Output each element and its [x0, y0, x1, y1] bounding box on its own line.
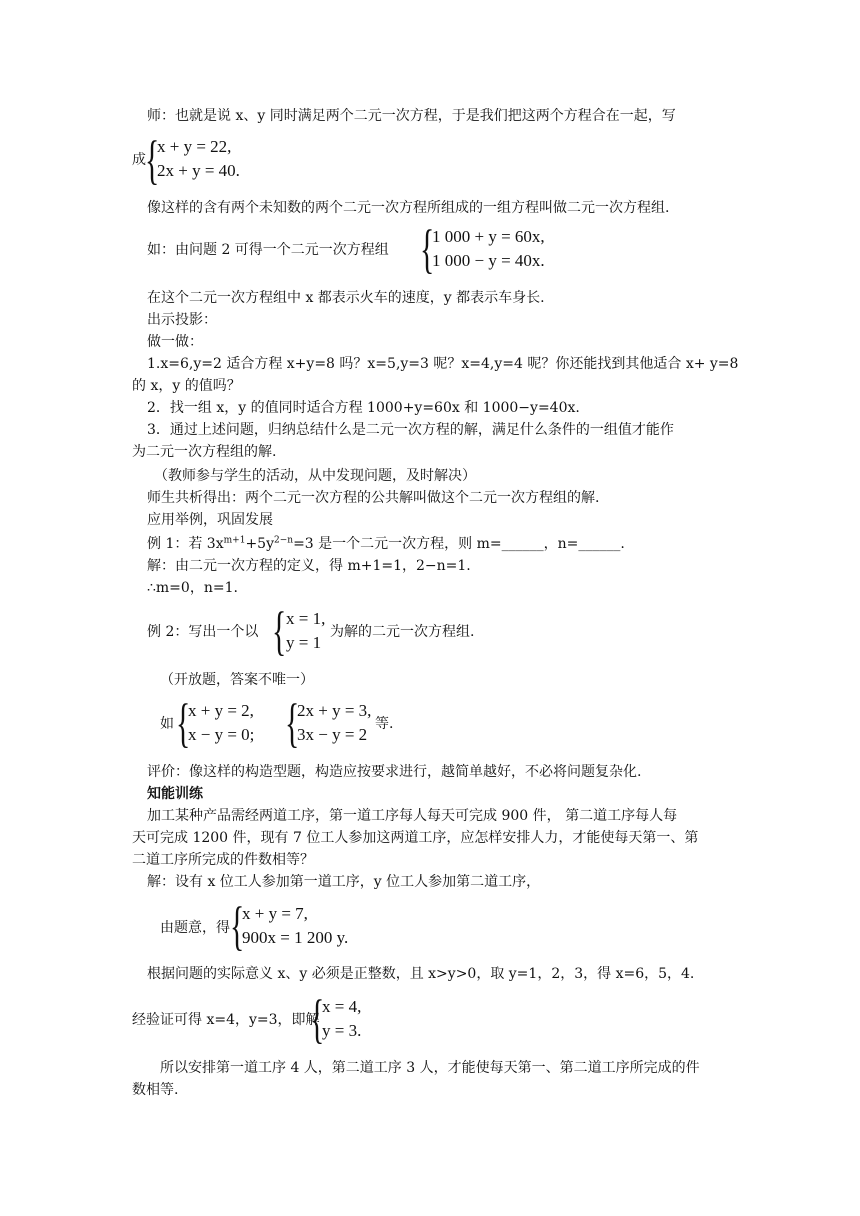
paragraph-open-question: （开放题，答案不唯一） [160, 672, 314, 688]
paragraph-try-it: 做一做： [147, 334, 203, 350]
paragraph-reasoning: 根据问题的实际意义 x、y 必须是正整数，且 x>y>0，取 y=1，2，3，得 x=6，5，4. [147, 966, 695, 982]
paragraph-meaning: 在这个二元一次方程组中 x 都表示火车的速度，y 都表示车身长. [147, 290, 545, 306]
paragraph-example-1 [147, 534, 625, 554]
equation-line: x = 1, [286, 609, 326, 628]
equation-line: 900x = 1 200 y. [242, 928, 349, 947]
paragraph-example-2-suffix: 为解的二元一次方程组. [330, 624, 475, 640]
paragraph-projection: 出示投影： [147, 312, 217, 328]
system-brace: { [310, 989, 325, 1049]
paragraph-verification: 经验证可得 x=4，y=3，即解 [132, 1012, 320, 1028]
paragraph-teacher-statement: 师：也就是说 x、y 同时满足两个二元一次方程，于是我们把这两个方程合在一起，写 [147, 108, 676, 124]
example-1-suffix: =3 是一个二元一次方程，则 m=______，n=______. [293, 536, 625, 552]
paragraph-final-answer-cont: 数相等. [132, 1082, 179, 1098]
paragraph-etc: 等. [375, 716, 394, 732]
section-title: 知能训练 [147, 786, 203, 802]
paragraph-evaluation: 评价：像这样的构造型题，构造应按要求进行，越简单越好，不必将问题复杂化. [147, 764, 642, 780]
system-brace: { [420, 219, 435, 279]
exponent: m+1 [223, 535, 246, 546]
equation-line: 2x + y = 3, [297, 701, 372, 720]
example-1-prefix: 例 1：若 3x [147, 536, 224, 552]
equation-system-6 [242, 902, 348, 950]
equation-system-2 [432, 225, 545, 273]
paragraph-answer-1: ∴m=0，n=1. [147, 580, 238, 596]
paragraph-problem-cont: 天可完成 1200 件，现有 7 位工人参加这两道工序，应怎样安排人力，才能使每天第一、第 [132, 830, 699, 846]
paragraph-question-2: 2．找一组 x，y 的值同时适合方程 1000+y=60x 和 1000−y=40x. [147, 400, 580, 416]
paragraph-question-1: 1.x=6,y=2 适合方程 x+y=8 吗？x=5,y=3 呢？x=4,y=4 呢？你还能找到其他适合 x+ y=8 [147, 356, 739, 372]
paragraph-final-answer: 所以安排第一道工序 4 人，第二道工序 3 人，才能使每天第一、第二道工序所完成的件 [160, 1060, 700, 1076]
paragraph-for-example: 如 [160, 716, 174, 732]
system-brace: { [176, 693, 191, 753]
equation-system-1 [157, 135, 240, 183]
paragraph-example-intro: 如：由问题 2 可得一个二元一次方程组 [147, 242, 389, 258]
paragraph-example-2: 例 2：写出一个以 [147, 624, 259, 640]
equation-line: x = 4, [322, 997, 362, 1016]
paragraph-question-3: 3．通过上述问题，归纳总结什么是二元一次方程的解，满足什么条件的一组值才能作 [147, 422, 674, 438]
paragraph-question-1-cont: 的 x，y 的值吗？ [132, 378, 241, 394]
paragraph-application: 应用举例，巩固发展 [147, 512, 273, 528]
system-brace: { [285, 693, 300, 753]
equation-line: 2x + y = 40. [157, 161, 240, 180]
system-brace: { [272, 601, 287, 661]
paragraph-problem-cont: 二道工序所完成的件数相等？ [132, 852, 314, 868]
paragraph-definition: 像这样的含有两个未知数的两个二元一次方程所组成的一组方程叫做二元一次方程组. [147, 200, 670, 216]
equation-system-7 [322, 995, 361, 1043]
paragraph-problem: 加工某种产品需经两道工序，第一道工序每人每天可完成 900 件， 第二道工序每人每 [147, 808, 678, 824]
paragraph-conclusion: 师生共析得出：两个二元一次方程的公共解叫做这个二元一次方程组的解. [147, 490, 600, 506]
equation-system-3 [286, 607, 325, 655]
equation-line: 3x − y = 2 [297, 725, 368, 744]
paragraph-continuation: 成 [132, 152, 146, 168]
exponent: 2−n [273, 535, 294, 546]
equation-line: 1 000 + y = 60x, [432, 227, 545, 246]
equation-line: x + y = 22, [157, 137, 232, 156]
equation-line: y = 1 [286, 633, 322, 652]
paragraph-solution-setup: 解：设有 x 位工人参加第一道工序，y 位工人参加第二道工序， [147, 874, 541, 890]
paragraph-teacher-note: （教师参与学生的活动，从中发现问题，及时解决） [154, 468, 476, 484]
example-1-middle: +5y [245, 536, 274, 552]
equation-line: x − y = 0; [188, 725, 255, 744]
equation-system-4 [188, 699, 254, 747]
equation-system-5 [297, 699, 371, 747]
paragraph-solution-1: 解：由二元一次方程的定义，得 m+1=1，2−n=1. [147, 558, 471, 574]
system-brace: { [230, 896, 245, 956]
equation-line: x + y = 2, [188, 701, 254, 720]
equation-line: y = 3. [322, 1021, 362, 1040]
equation-line: x + y = 7, [242, 904, 308, 923]
paragraph-question-3-cont: 为二元一次方程组的解. [132, 444, 277, 460]
paragraph-by-problem: 由题意，得 [160, 920, 230, 936]
equation-line: 1 000 − y = 40x. [432, 251, 545, 270]
system-brace: { [145, 130, 160, 190]
